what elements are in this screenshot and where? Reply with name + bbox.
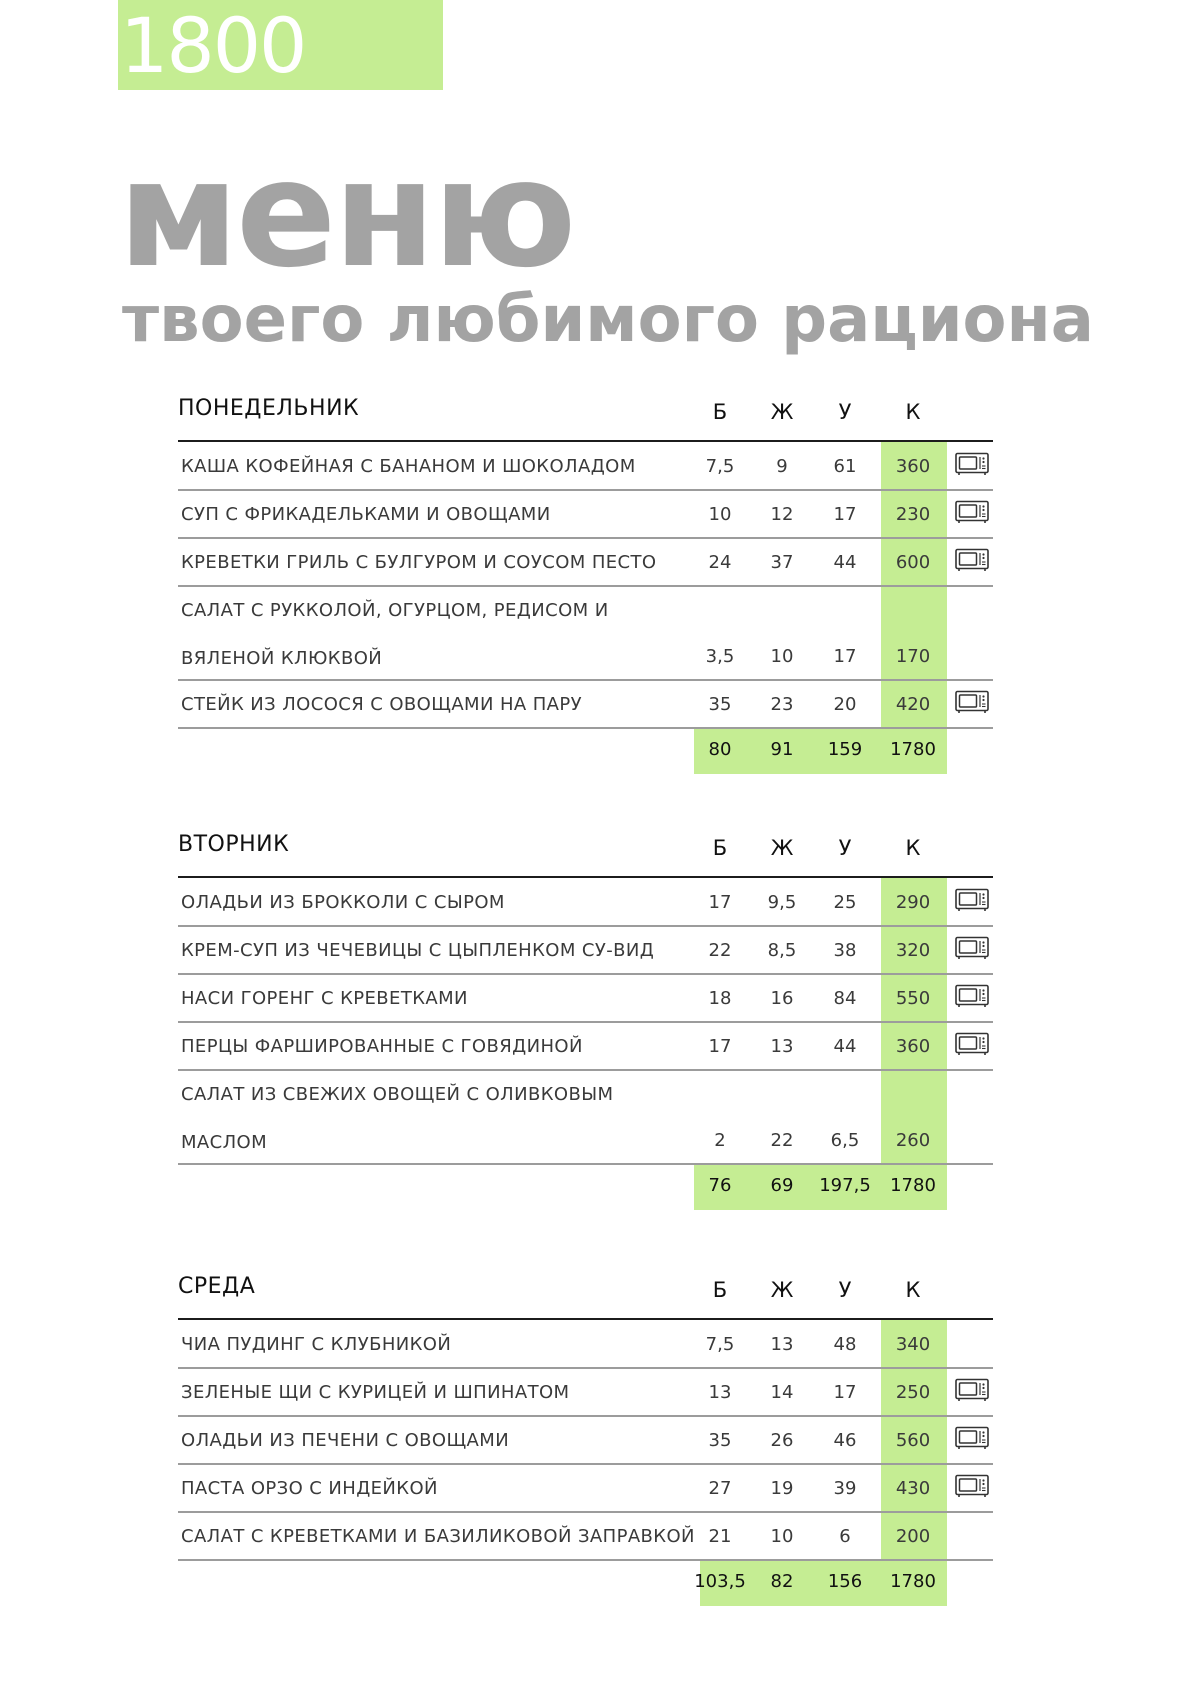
value-b: 7,5	[705, 456, 735, 477]
column-header-zh: Ж	[770, 400, 794, 424]
microwave-icon	[955, 984, 989, 1008]
microwave-icon	[955, 1474, 989, 1498]
column-header-k: К	[905, 1278, 921, 1302]
value-k: 230	[895, 504, 931, 525]
value-zh: 10	[770, 1526, 794, 1547]
value-zh: 10	[770, 646, 794, 667]
microwave-icon	[955, 548, 989, 572]
value-zh: 14	[770, 1382, 794, 1403]
value-k: 290	[895, 892, 931, 913]
column-header-zh: Ж	[770, 1278, 794, 1302]
microwave-icon	[955, 1378, 989, 1402]
column-header-k: К	[905, 400, 921, 424]
row-divider	[178, 973, 993, 975]
calorie-badge-value: 1800	[120, 1, 306, 90]
value-k: 360	[895, 456, 931, 477]
dish-name: ОЛАДЬИ ИЗ БРОККОЛИ С СЫРОМ	[181, 892, 505, 913]
day-title: ПОНЕДЕЛЬНИК	[178, 396, 360, 421]
value-b: 10	[708, 504, 732, 525]
total-k: 1780	[890, 739, 936, 760]
table-top-rule	[178, 440, 993, 442]
microwave-icon	[955, 936, 989, 960]
day-title: ВТОРНИК	[178, 832, 290, 857]
dish-name: СУП С ФРИКАДЕЛЬКАМИ И ОВОЩАМИ	[181, 504, 551, 525]
value-zh: 9,5	[767, 892, 797, 913]
row-divider	[178, 727, 993, 729]
value-u: 6,5	[830, 1130, 860, 1151]
calorie-badge	[118, 0, 443, 90]
row-divider	[178, 1069, 993, 1071]
dish-name: КАША КОФЕЙНАЯ С БАНАНОМ И ШОКОЛАДОМ	[181, 456, 636, 477]
total-k: 1780	[890, 1175, 936, 1196]
value-zh: 37	[770, 552, 794, 573]
value-b: 22	[708, 940, 732, 961]
value-zh: 12	[770, 504, 794, 525]
column-header-b: Б	[712, 1278, 728, 1302]
row-divider	[178, 679, 993, 681]
dish-name: НАСИ ГОРЕНГ С КРЕВЕТКАМИ	[181, 988, 468, 1009]
value-b: 17	[708, 1036, 732, 1057]
row-divider	[178, 1021, 993, 1023]
value-zh: 16	[770, 988, 794, 1009]
value-u: 20	[833, 694, 857, 715]
value-b: 24	[708, 552, 732, 573]
column-header-u: У	[838, 1278, 852, 1302]
value-k: 560	[895, 1430, 931, 1451]
value-b: 17	[708, 892, 732, 913]
total-k: 1780	[890, 1571, 936, 1592]
value-k: 360	[895, 1036, 931, 1057]
row-divider	[178, 537, 993, 539]
dish-name: ОЛАДЬИ ИЗ ПЕЧЕНИ С ОВОЩАМИ	[181, 1430, 510, 1451]
value-zh: 13	[770, 1334, 794, 1355]
row-divider	[178, 925, 993, 927]
value-k: 200	[895, 1526, 931, 1547]
dish-name: САЛАТ С КРЕВЕТКАМИ И БАЗИЛИКОВОЙ ЗАПРАВКОЙ	[181, 1526, 695, 1547]
value-u: 44	[833, 552, 857, 573]
value-k: 320	[895, 940, 931, 961]
dish-name: САЛАТ С РУККОЛОЙ, ОГУРЦОМ, РЕДИСОМ И	[181, 600, 609, 621]
value-zh: 9	[776, 456, 788, 477]
value-u: 46	[833, 1430, 857, 1451]
total-b: 76	[708, 1175, 732, 1196]
column-header-u: У	[838, 400, 852, 424]
dish-name: МАСЛОМ	[181, 1132, 268, 1153]
value-k: 340	[895, 1334, 931, 1355]
value-b: 2	[714, 1130, 726, 1151]
value-u: 44	[833, 1036, 857, 1057]
total-b: 80	[708, 739, 732, 760]
row-divider	[178, 489, 993, 491]
total-b: 103,5	[694, 1571, 746, 1592]
microwave-icon	[955, 1426, 989, 1450]
row-divider	[178, 1367, 993, 1369]
value-zh: 26	[770, 1430, 794, 1451]
value-zh: 22	[770, 1130, 794, 1151]
value-b: 21	[708, 1526, 732, 1547]
value-u: 48	[833, 1334, 857, 1355]
value-k: 250	[895, 1382, 931, 1403]
value-u: 17	[833, 1382, 857, 1403]
value-b: 35	[708, 1430, 732, 1451]
dish-name: ЧИА ПУДИНГ С КЛУБНИКОЙ	[181, 1334, 452, 1355]
dish-name: ЗЕЛЕНЫЕ ЩИ С КУРИЦЕЙ И ШПИНАТОМ	[181, 1382, 570, 1403]
dish-name: КРЕМ-СУП ИЗ ЧЕЧЕВИЦЫ С ЦЫПЛЕНКОМ СУ-ВИД	[181, 940, 655, 961]
value-b: 3,5	[705, 646, 735, 667]
value-u: 17	[833, 646, 857, 667]
column-header-zh: Ж	[770, 836, 794, 860]
dish-name: КРЕВЕТКИ ГРИЛЬ С БУЛГУРОМ И СОУСОМ ПЕСТО	[181, 552, 657, 573]
total-zh: 82	[770, 1571, 794, 1592]
column-header-b: Б	[712, 400, 728, 424]
table-top-rule	[178, 876, 993, 878]
value-u: 17	[833, 504, 857, 525]
row-divider	[178, 1163, 993, 1165]
value-k: 430	[895, 1478, 931, 1499]
row-divider	[178, 1559, 993, 1561]
value-b: 27	[708, 1478, 732, 1499]
value-zh: 23	[770, 694, 794, 715]
value-b: 7,5	[705, 1334, 735, 1355]
value-u: 39	[833, 1478, 857, 1499]
total-u: 197,5	[819, 1175, 871, 1196]
microwave-icon	[955, 690, 989, 714]
row-divider	[178, 1463, 993, 1465]
value-zh: 8,5	[767, 940, 797, 961]
value-k: 550	[895, 988, 931, 1009]
total-u: 159	[827, 739, 863, 760]
value-k: 170	[895, 646, 931, 667]
value-zh: 19	[770, 1478, 794, 1499]
total-zh: 91	[770, 739, 794, 760]
microwave-icon	[955, 1032, 989, 1056]
value-u: 38	[833, 940, 857, 961]
value-u: 25	[833, 892, 857, 913]
value-u: 84	[833, 988, 857, 1009]
dish-name: ПЕРЦЫ ФАРШИРОВАННЫЕ С ГОВЯДИНОЙ	[181, 1036, 583, 1057]
page-subtitle: твоего любимого рациона	[122, 283, 1094, 357]
total-u: 156	[827, 1571, 863, 1592]
dish-name: ПАСТА ОРЗО С ИНДЕЙКОЙ	[181, 1478, 438, 1499]
row-divider	[178, 1511, 993, 1513]
value-b: 18	[708, 988, 732, 1009]
value-k: 420	[895, 694, 931, 715]
value-b: 13	[708, 1382, 732, 1403]
page-title: меню	[118, 128, 574, 300]
value-k: 600	[895, 552, 931, 573]
dish-name: ВЯЛЕНОЙ КЛЮКВОЙ	[181, 648, 383, 669]
row-divider	[178, 585, 993, 587]
dish-name: СТЕЙК ИЗ ЛОСОСЯ С ОВОЩАМИ НА ПАРУ	[181, 694, 582, 715]
value-k: 260	[895, 1130, 931, 1151]
value-b: 35	[708, 694, 732, 715]
microwave-icon	[955, 500, 989, 524]
row-divider	[178, 1415, 993, 1417]
day-title: СРЕДА	[178, 1274, 256, 1299]
dish-name: САЛАТ ИЗ СВЕЖИХ ОВОЩЕЙ С ОЛИВКОВЫМ	[181, 1084, 614, 1105]
total-zh: 69	[770, 1175, 794, 1196]
value-u: 61	[833, 456, 857, 477]
column-header-u: У	[838, 836, 852, 860]
microwave-icon	[955, 452, 989, 476]
column-header-b: Б	[712, 836, 728, 860]
table-top-rule	[178, 1318, 993, 1320]
value-u: 6	[839, 1526, 851, 1547]
value-zh: 13	[770, 1036, 794, 1057]
microwave-icon	[955, 888, 989, 912]
column-header-k: К	[905, 836, 921, 860]
